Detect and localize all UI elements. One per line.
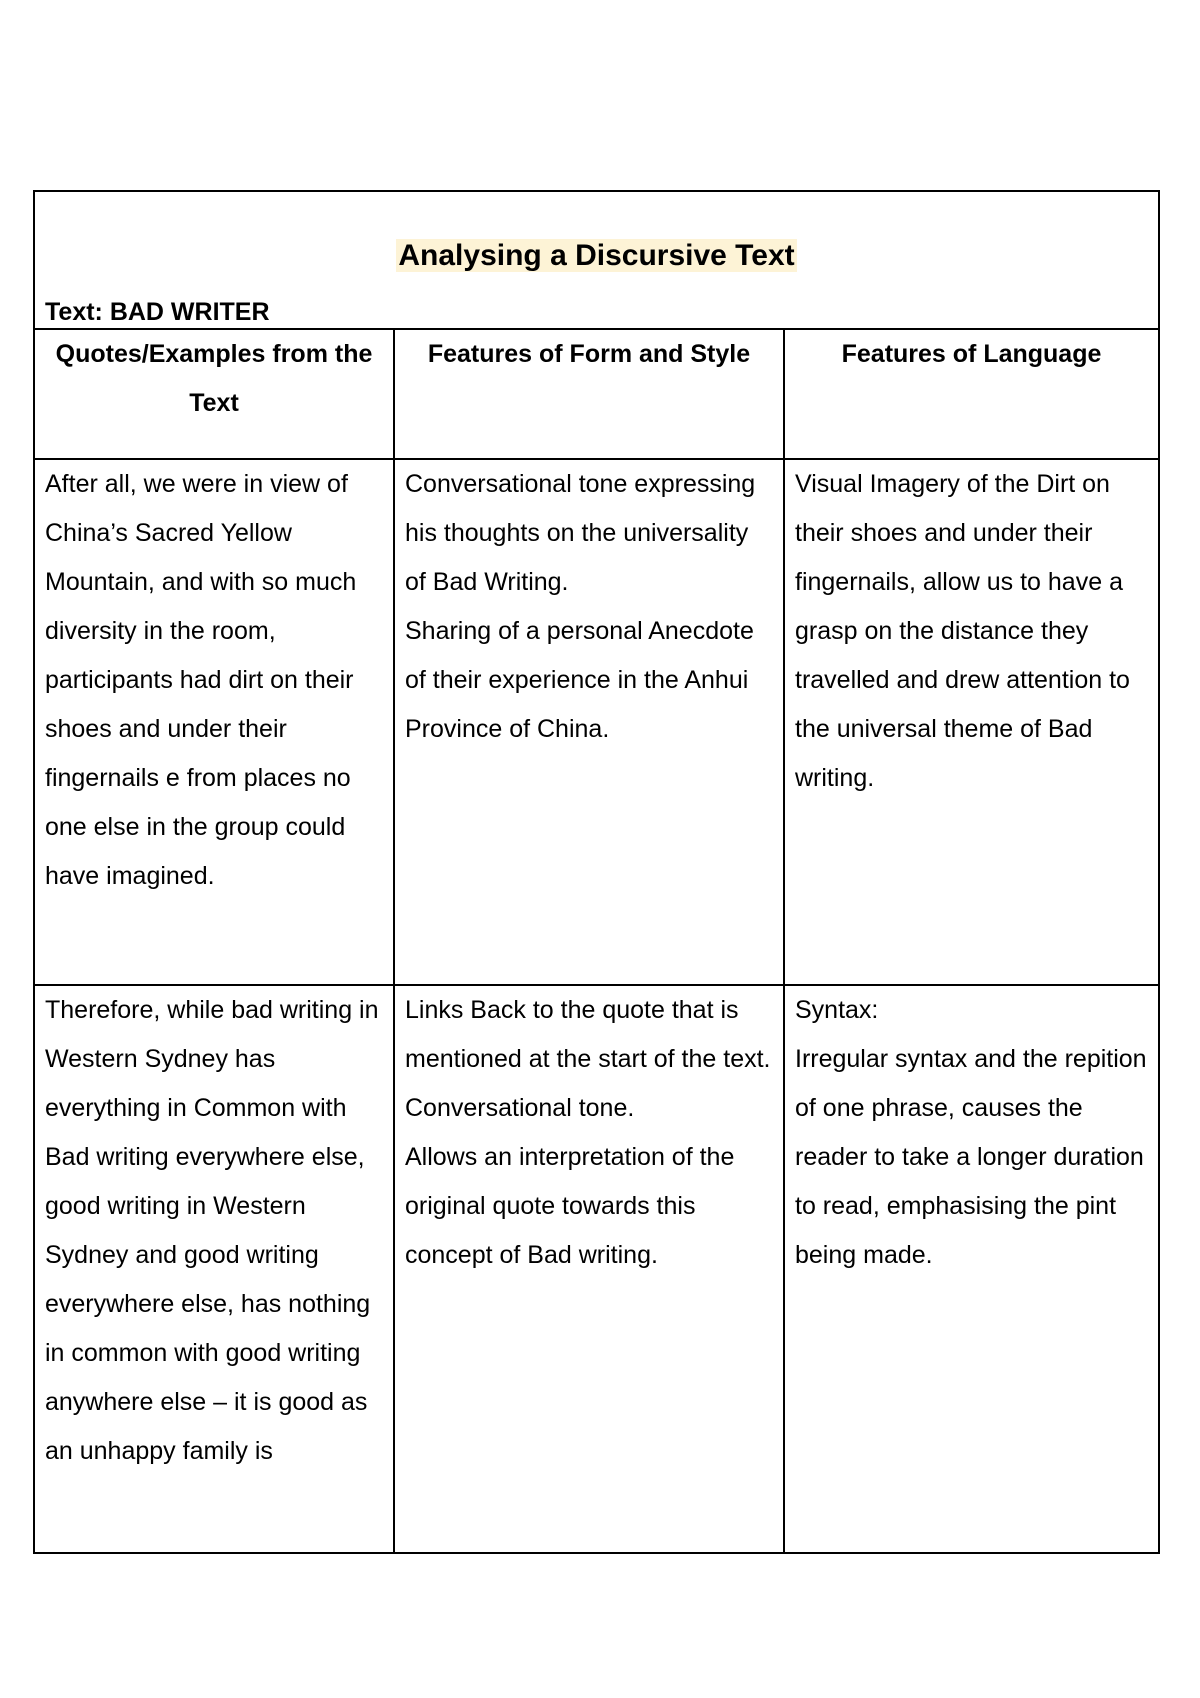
highlighted-title: Analysing a Discursive Text <box>398 239 795 272</box>
language-cell <box>784 459 1159 985</box>
column-header-quotes <box>34 329 394 459</box>
language-point: Syntax: <box>795 996 879 1024</box>
column-header-form-label: Features of Form and Style <box>427 340 751 368</box>
column-header-form <box>394 329 784 459</box>
column-header-language <box>784 329 1159 459</box>
column-header-language-label: Features of Language <box>841 340 1102 368</box>
quote-cell <box>34 985 394 1553</box>
analysis-table <box>33 190 1160 1554</box>
quote-cell <box>34 459 394 985</box>
quote-text: After all, we were in view of China’s Sacred Yellow Mountain, and with so much diversity in the room, participants had dirt on their shoes and under their fingernails e from places no one else in the group could have imagined. <box>45 470 357 890</box>
form-point: Links Back to the quote that is mentioned at the start of the text. <box>405 996 771 1073</box>
form-cell <box>394 985 784 1553</box>
column-header-quotes-label: Quotes/Examples from the Text <box>55 340 373 417</box>
language-point: Visual Imagery of the Dirt on their shoes and under their fingernails, allow us to have a grasp on the distance they travelled and drew attention to the universal theme of Bad writing. <box>795 470 1130 792</box>
language-point: Irregular syntax and the repition of one phrase, causes the reader to take a longer duration to read, emphasising the pint being made. <box>795 1045 1147 1269</box>
form-point: Sharing of a personal Anecdote of their experience in the Anhui Province of China. <box>405 617 754 743</box>
language-cell <box>784 985 1159 1553</box>
form-point: Allows an interpretation of the original quote towards this concept of Bad writing. <box>405 1143 735 1269</box>
text-label: Text: BAD WRITER <box>45 298 270 326</box>
form-point: Conversational tone. <box>405 1094 635 1122</box>
table-row <box>34 985 1159 1553</box>
table-row <box>34 459 1159 985</box>
title-row <box>34 191 1159 329</box>
quote-text: Therefore, while bad writing in Western Sydney has everything in Common with Bad writing everywhere else, good writing in Western Sydney and good writing everywhere else, has nothing in common with good writing anywhere else – it is good as an unhappy family is <box>45 996 379 1465</box>
form-cell <box>394 459 784 985</box>
header-row <box>34 329 1159 459</box>
document-title <box>35 236 1158 276</box>
title-cell <box>34 191 1159 329</box>
form-point: Conversational tone expressing his thoughts on the universality of Bad Writing. <box>405 470 756 596</box>
